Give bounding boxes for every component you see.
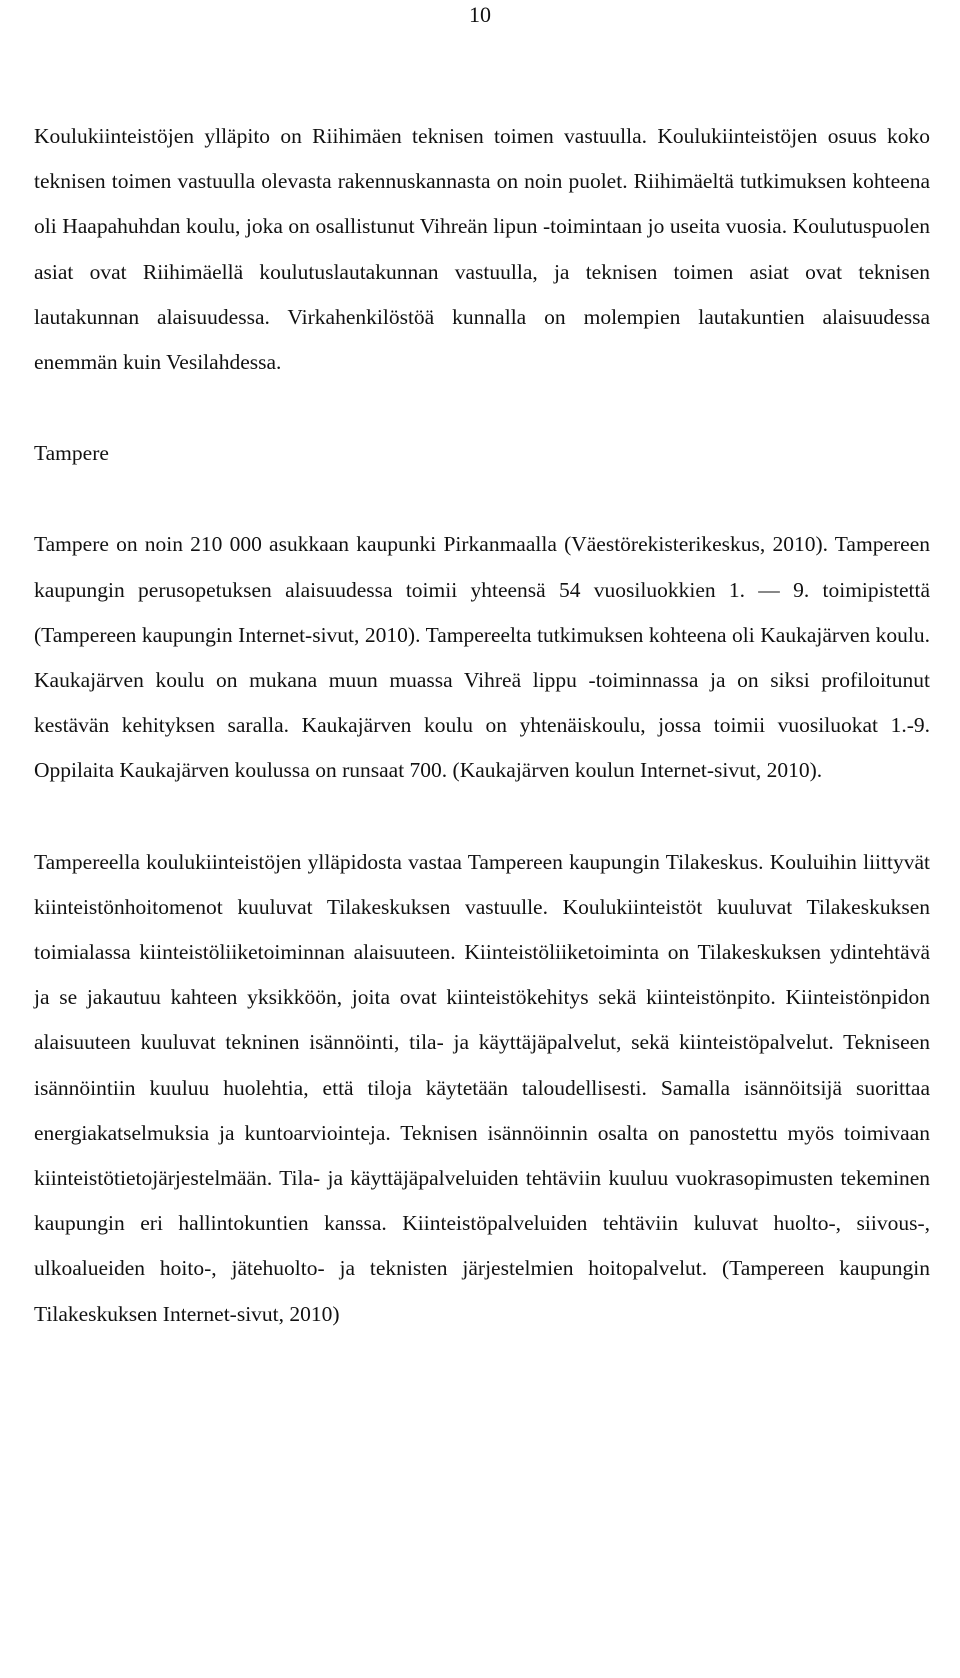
- section-heading-tampere: Tampere: [34, 441, 109, 466]
- page-number: 10: [469, 2, 491, 27]
- paragraph-tilakeskus: Tampereella koulukiinteistöjen ylläpidosta vastaa Tampereen kaupungin Tilakeskus. Kouluihin liittyvät kiinteistönhoitomenot kuuluvat Tilakeskuksen vastuulle. Koulukiinteistöt kuuluvat Tilakeskuksen toimialassa kiinteistöliiketoiminnan alaisuuteen. Kiinteistöliiketoiminta on Tilakeskuksen ydintehtävä ja se jakautuu kahteen yksikköön, joita ovat kiinteistökehitys sekä kiinteistönpito. Kiinteistönpidon alaisuuteen kuuluvat tekninen isännöinti, tila- ja käyttäjäpalvelut, sekä kiinteistöpalvelut. Tekniseen isännöintiin kuuluu huolehtia, että tiloja käytetään taloudellisesti. Samalla isännöitsijä suorittaa energiakatselmuksia ja kuntoarviointeja. Teknisen isännöinnin osalta on panostettu myös toimivaan kiinteistötietojärjestelmään. Tila- ja käyttäjäpalveluiden tehtäviin kuuluu vuokrasopimusten tekeminen kaupungin eri hallintokuntien kanssa. Kiinteistöpalveluiden tehtäviin kuluvat huolto-, siivous-, ulkoalueiden hoito-, jätehuolto- ja teknisten järjestelmien hoitopalvelut. (Tampereen kaupungin Tilakeskuksen Internet-sivut, 2010): [34, 849, 930, 1326]
- document-body: [34, 114, 930, 1337]
- spacer: [34, 385, 930, 431]
- paragraph-tampere-intro: Tampere on noin 210 000 asukkaan kaupunki Pirkanmaalla (Väestörekisterikeskus, 2010). Tampereen kaupungin perusopetuksen alaisuudessa toimii yhteensä 54 vuosiluokkien 1. — 9. toimipistettä (Tampereen kaupungin Internet-sivut, 2010). Tampereelta tutkimuksen kohteena oli Kaukajärven koulu. Kaukajärven koulu on mukana muun muassa Vihreä lippu -toiminnassa ja on siksi profiloitunut kestävän kehityksen saralla. Kaukajärven koulu on yhtenäiskoulu, jossa toimii vuosiluokat 1.-9. Oppilaita Kaukajärven koulussa on runsaat 700. (Kaukajärven koulun Internet-sivut, 2010).: [34, 532, 930, 783]
- spacer: [34, 476, 930, 522]
- paragraph-riihimaki: Koulukiinteistöjen ylläpito on Riihimäen teknisen toimen vastuulla. Koulukiinteistöjen osuus koko teknisen toimen vastuulla olevasta rakennuskannasta on noin puolet. Riihimäeltä tutkimuksen kohteena oli Haapahuhdan koulu, joka on osallistunut Vihreän lipun -toimintaan jo useita vuosia. Koulutuspuolen asiat ovat Riihimäellä koulutuslautakunnan vastuulla, ja teknisen toimen asiat ovat teknisen lautakunnan alaisuudessa. Virkahenkilöstöä kunnalla on molempien lautakuntien alaisuudessa enemmän kuin Vesilahdessa.: [34, 124, 930, 375]
- spacer: [34, 794, 930, 840]
